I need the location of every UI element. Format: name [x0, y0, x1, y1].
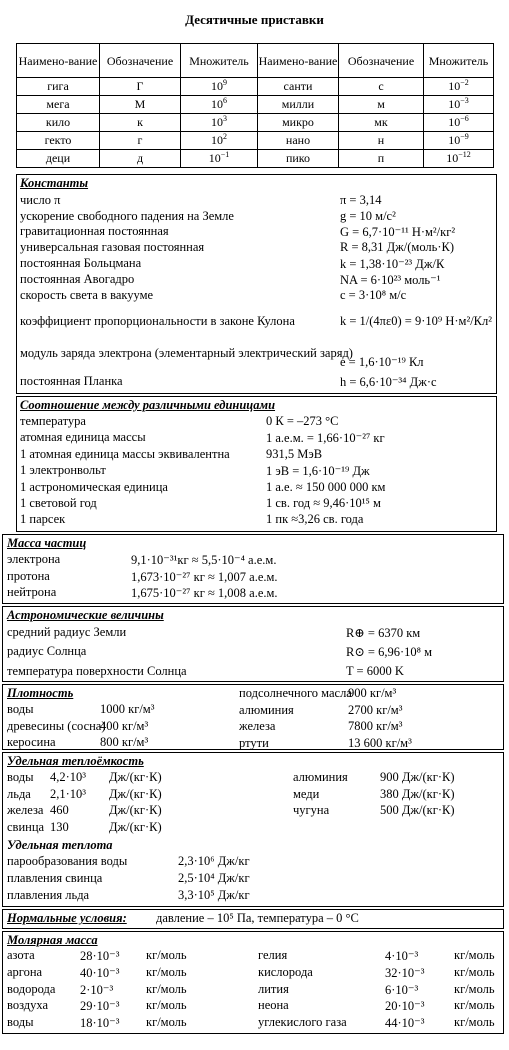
constant-label: скорость света в вакууме	[20, 288, 154, 302]
astro-value: T = 6000 K	[346, 664, 404, 678]
astro-value: R⊕ = 6370 км	[346, 626, 421, 640]
constant-value: π = 3,14	[340, 193, 382, 207]
heat-label: воды	[7, 770, 34, 784]
constant-value: R = 8,31 Дж/(моль·К)	[340, 240, 455, 254]
table-cell: мк	[339, 114, 424, 132]
constant-value: c = 3·10⁸ м/с	[340, 288, 407, 302]
particle-value: 9,1·10⁻³¹кг ≈ 5,5·10⁻⁴ а.е.м.	[131, 553, 277, 567]
prefix-table	[16, 43, 494, 168]
col-header: Множитель	[424, 44, 494, 78]
particle-label: протона	[7, 568, 50, 583]
particle-value: 1,673·10⁻²⁷ кг ≈ 1,007 а.е.м.	[131, 569, 278, 584]
astro-label: температура поверхности Солнца	[7, 664, 187, 678]
molar-label: воды	[7, 1015, 34, 1030]
col-header: Наимено-вание	[17, 44, 100, 78]
latent-value: 2,3·10⁶ Дж/кг	[178, 854, 250, 868]
table-cell: пико	[258, 150, 339, 168]
table-cell: $10^2$	[181, 132, 258, 150]
density-label: алюминия	[239, 702, 294, 717]
table-row	[17, 96, 494, 114]
table-cell: гига	[17, 78, 100, 96]
table-cell: г	[100, 132, 181, 150]
latent-label: плавления свинца	[7, 871, 103, 885]
density-value: 7800 кг/м³	[348, 719, 403, 733]
molar-unit: кг/моль	[454, 964, 495, 979]
heat-value: 380 Дж/(кг·К)	[380, 786, 455, 801]
table-cell: п	[339, 150, 424, 168]
density-label: воды	[7, 702, 34, 716]
units-heading: Соотношение между различными единицами	[20, 398, 276, 412]
latent-heat-heading: Удельная теплота	[7, 838, 113, 852]
constant-label: модуль заряда электрона (элементарный электрический заряд)	[20, 346, 353, 360]
density-value: 13 600 кг/м³	[348, 735, 412, 750]
constant-value: e = 1,6·10⁻¹⁹ Кл	[340, 355, 424, 369]
molar-value: 2·10⁻³	[80, 982, 114, 997]
heat-value: 130	[50, 819, 69, 834]
molar-value: 20·10⁻³	[385, 999, 425, 1014]
molar-label: кислорода	[258, 964, 313, 979]
constant-label: гравитационная постоянная	[20, 224, 169, 238]
table-cell: мега	[17, 96, 100, 114]
table-cell: $10^{-6}$	[424, 114, 494, 132]
density-label: подсолнечного масла	[239, 686, 352, 700]
density-heading: Плотность	[7, 686, 74, 700]
normal-heading: Нормальные условия:	[7, 911, 127, 925]
density-label: ртути	[239, 735, 269, 750]
molar-value: 4·10⁻³	[385, 949, 419, 963]
heat-unit: Дж/(кг·К)	[109, 819, 162, 834]
particle-label: электрона	[7, 552, 61, 566]
astro-label: радиус Солнца	[7, 644, 87, 658]
table-cell: $10^{-12}$	[424, 150, 494, 168]
constant-value: g = 10 м/с²	[340, 209, 396, 223]
table-cell: милли	[258, 96, 339, 114]
constant-value: G = 6,7·10⁻¹¹ Н·м²/кг²	[340, 225, 456, 239]
latent-value: 3,3·10⁵ Дж/кг	[178, 888, 250, 902]
unit-value: 1 эВ = 1,6·10⁻¹⁹ Дж	[266, 464, 370, 479]
table-cell: Г	[100, 78, 181, 96]
heat-unit: Дж/(кг·К)	[109, 770, 162, 784]
latent-value: 2,5·10⁴ Дж/кг	[178, 871, 250, 885]
constant-label: число π	[20, 193, 61, 207]
constant-label: постоянная Больцмана	[20, 256, 142, 270]
table-cell: $10^{-2}$	[424, 78, 494, 96]
heat-unit: Дж/(кг·К)	[109, 786, 162, 801]
table-cell: $10^{-9}$	[424, 132, 494, 150]
table-row	[17, 132, 494, 150]
heat-value: 900 Дж/(кг·К)	[380, 770, 455, 784]
heat-value: 460	[50, 803, 69, 817]
heat-value: 2,1·10³	[50, 786, 87, 801]
table-cell: $10^3$	[181, 114, 258, 132]
molar-label: неона	[258, 998, 289, 1013]
unit-value: 1 св. год ≈ 9,46·10¹⁵ м	[266, 496, 381, 510]
constants-heading: Константы	[20, 176, 89, 190]
heat-label: чугуна	[293, 803, 330, 817]
table-cell: М	[100, 96, 181, 114]
molar-value: 44·10⁻³	[385, 1016, 425, 1031]
table-cell: $10^6$	[181, 96, 258, 114]
density-label: железа	[239, 719, 276, 733]
molar-unit: кг/моль	[146, 948, 187, 962]
table-cell: санти	[258, 78, 339, 96]
density-label: древесины (сосна)	[7, 718, 106, 733]
particle-value: 1,675·10⁻²⁷ кг ≈ 1,008 а.е.м.	[131, 586, 278, 600]
molar-unit: кг/моль	[146, 964, 187, 979]
molar-unit: кг/моль	[454, 948, 495, 962]
unit-value: 1 а.е.м. = 1,66·10⁻²⁷ кг	[266, 431, 385, 446]
table-cell: нано	[258, 132, 339, 150]
table-cell: $10^9$	[181, 78, 258, 96]
molar-value: 29·10⁻³	[80, 999, 120, 1014]
table-cell: к	[100, 114, 181, 132]
constant-value: k = 1/(4πε0) = 9·10⁹ Н·м²/Кл²	[340, 314, 492, 328]
page-title: Десятичные приставки	[185, 12, 324, 27]
table-cell: микро	[258, 114, 339, 132]
heat-label: льда	[7, 786, 31, 801]
unit-value: 0 К = –273 °С	[266, 414, 339, 428]
particles-heading: Масса частиц	[7, 536, 87, 550]
molar-label: водорода	[7, 981, 56, 996]
density-label: керосина	[7, 735, 56, 749]
table-cell: д	[100, 150, 181, 168]
col-header: Множитель	[181, 44, 258, 78]
table-row	[17, 78, 494, 96]
unit-label: 1 астрономическая единица	[20, 479, 168, 494]
unit-label: атомная единица массы	[20, 430, 146, 445]
unit-value: 1 пк ≈3,26 св. года	[266, 512, 364, 527]
astro-value: R⊙ = 6,96·10⁸ м	[346, 645, 433, 659]
astro-label: средний радиус Земли	[7, 625, 127, 639]
heat-label: железа	[7, 803, 44, 817]
constant-label: коэффициент пропорциональности в законе Кулона	[20, 314, 295, 328]
latent-label: парообразования воды	[7, 854, 128, 868]
molar-value: 6·10⁻³	[385, 982, 419, 997]
heat-label: алюминия	[293, 770, 348, 784]
latent-label: плавления льда	[7, 888, 90, 902]
unit-value: 1 а.е. ≈ 150 000 000 км	[266, 479, 386, 494]
table-row	[17, 150, 494, 168]
molar-value: 18·10⁻³	[80, 1016, 120, 1031]
molar-value: 28·10⁻³	[80, 949, 120, 963]
molar-unit: кг/моль	[146, 1015, 187, 1030]
molar-heading: Молярная масса	[7, 933, 98, 947]
unit-label: 1 парсек	[20, 512, 66, 527]
col-header: Наимено-вание	[258, 44, 339, 78]
unit-label: 1 атомная единица массы эквивалентна	[20, 446, 230, 461]
table-cell: кило	[17, 114, 100, 132]
molar-unit: кг/моль	[454, 981, 495, 996]
heat-unit: Дж/(кг·К)	[109, 803, 162, 817]
constant-value: h = 6,6·10⁻³⁴ Дж·с	[340, 375, 437, 389]
table-cell: с	[339, 78, 424, 96]
molar-unit: кг/моль	[454, 1015, 495, 1030]
constant-label: ускорение свободного падения на Земле	[20, 209, 234, 223]
heat-value: 4,2·10³	[50, 770, 87, 784]
constant-label: постоянная Авогадро	[20, 272, 135, 286]
molar-value: 32·10⁻³	[385, 965, 425, 980]
col-header: Обозначение	[100, 44, 181, 78]
constant-value: k = 1,38·10⁻²³ Дж/К	[340, 257, 445, 271]
molar-unit: кг/моль	[454, 998, 495, 1013]
density-value: 1000 кг/м³	[100, 702, 155, 716]
molar-label: аргона	[7, 964, 43, 979]
table-header-row	[17, 44, 494, 78]
table-cell: гекто	[17, 132, 100, 150]
unit-value: 931,5 МэВ	[266, 446, 323, 461]
molar-label: азота	[7, 948, 35, 962]
density-value: 900 кг/м³	[348, 686, 397, 700]
heat-label: меди	[293, 786, 320, 801]
molar-label: воздуха	[7, 998, 49, 1013]
density-value: 2700 кг/м³	[348, 702, 403, 717]
heat-value: 500 Дж/(кг·К)	[380, 803, 455, 817]
unit-label: 1 световой год	[20, 496, 97, 510]
molar-unit: кг/моль	[146, 998, 187, 1013]
molar-label: гелия	[258, 948, 288, 962]
table-cell: $10^{-1}$	[181, 150, 258, 168]
table-row	[17, 114, 494, 132]
constant-label: универсальная газовая постоянная	[20, 240, 205, 254]
particle-label: нейтрона	[7, 585, 57, 599]
constant-label: постоянная Планка	[20, 374, 123, 388]
unit-label: 1 электронвольт	[20, 463, 106, 478]
table-cell: н	[339, 132, 424, 150]
unit-label: температура	[20, 414, 86, 428]
heat-heading: Удельная теплоёмкость	[7, 754, 144, 768]
density-value: 400 кг/м³	[100, 718, 149, 733]
molar-label: углекислого газа	[258, 1015, 347, 1030]
molar-unit: кг/моль	[146, 981, 187, 996]
normal-text: давление – 10⁵ Па, температура – 0 °С	[156, 911, 359, 925]
table-cell: м	[339, 96, 424, 114]
molar-label: лития	[258, 981, 289, 996]
col-header: Обозначение	[339, 44, 424, 78]
table-cell: $10^{-3}$	[424, 96, 494, 114]
density-value: 800 кг/м³	[100, 735, 149, 749]
constant-value: NA = 6·10²³ моль⁻¹	[340, 273, 441, 287]
heat-label: свинца	[7, 819, 45, 834]
astro-heading: Астрономические величины	[7, 608, 164, 622]
table-cell: деци	[17, 150, 100, 168]
molar-value: 40·10⁻³	[80, 965, 120, 980]
